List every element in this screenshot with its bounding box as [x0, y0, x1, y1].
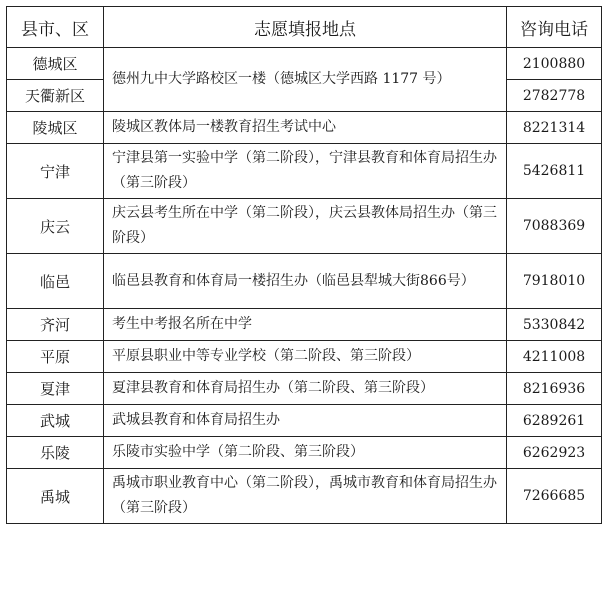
location-cell: 宁津县第一实验中学（第二阶段），宁津县教育和体育局招生办（第三阶段）: [104, 144, 507, 199]
location-cell: 考生中考报名所在中学: [104, 309, 507, 341]
location-cell: 陵城区教体局一楼教育招生考试中心: [104, 112, 507, 144]
phone-cell: 5426811: [507, 144, 602, 199]
phone-cell: 4211008: [507, 341, 602, 373]
district-cell: 临邑: [7, 254, 104, 309]
district-cell: 宁津: [7, 144, 104, 199]
phone-cell: 2782778: [507, 80, 602, 112]
phone-cell: 8221314: [507, 112, 602, 144]
phone-cell: 7918010: [507, 254, 602, 309]
header-district: 县市、区: [7, 7, 104, 48]
location-cell: 乐陵市实验中学（第二阶段、第三阶段）: [104, 437, 507, 469]
table-row: [7, 199, 602, 254]
district-cell: 天衢新区: [7, 80, 104, 112]
phone-cell: 7088369: [507, 199, 602, 254]
district-cell: 德城区: [7, 48, 104, 80]
table-row: [7, 341, 602, 373]
location-cell: 禹城市职业教育中心（第二阶段），禹城市教育和体育局招生办（第三阶段）: [104, 469, 507, 524]
table-row: [7, 112, 602, 144]
table-row: [7, 309, 602, 341]
phone-cell: 6289261: [507, 405, 602, 437]
phone-cell: 2100880: [507, 48, 602, 80]
table-row: [7, 469, 602, 524]
district-cell: 禹城: [7, 469, 104, 524]
location-cell: 临邑县教育和体育局一楼招生办（临邑县犁城大街866号）: [104, 254, 507, 309]
table-row: [7, 405, 602, 437]
district-cell: 陵城区: [7, 112, 104, 144]
table-row: [7, 373, 602, 405]
location-cell: 武城县教育和体育局招生办: [104, 405, 507, 437]
location-cell: 庆云县考生所在中学（第二阶段），庆云县教体局招生办（第三阶段）: [104, 199, 507, 254]
phone-cell: 6262923: [507, 437, 602, 469]
table-row: [7, 48, 602, 80]
header-row: [7, 7, 602, 48]
location-cell: 平原县职业中等专业学校（第二阶段、第三阶段）: [104, 341, 507, 373]
district-cell: 夏津: [7, 373, 104, 405]
district-cell: 平原: [7, 341, 104, 373]
location-cell: 夏津县教育和体育局招生办（第二阶段、第三阶段）: [104, 373, 507, 405]
district-cell: 武城: [7, 405, 104, 437]
table-row: [7, 254, 602, 309]
district-cell: 乐陵: [7, 437, 104, 469]
location-cell: 德州九中大学路校区一楼（德城区大学西路 1177 号）: [104, 48, 507, 112]
district-cell: 庆云: [7, 199, 104, 254]
phone-cell: 8216936: [507, 373, 602, 405]
header-location: 志愿填报地点: [104, 7, 507, 48]
phone-cell: 5330842: [507, 309, 602, 341]
header-phone: 咨询电话: [507, 7, 602, 48]
enrollment-contact-table: [6, 6, 602, 524]
table-row: [7, 144, 602, 199]
table-row: [7, 437, 602, 469]
phone-cell: 7266685: [507, 469, 602, 524]
district-cell: 齐河: [7, 309, 104, 341]
